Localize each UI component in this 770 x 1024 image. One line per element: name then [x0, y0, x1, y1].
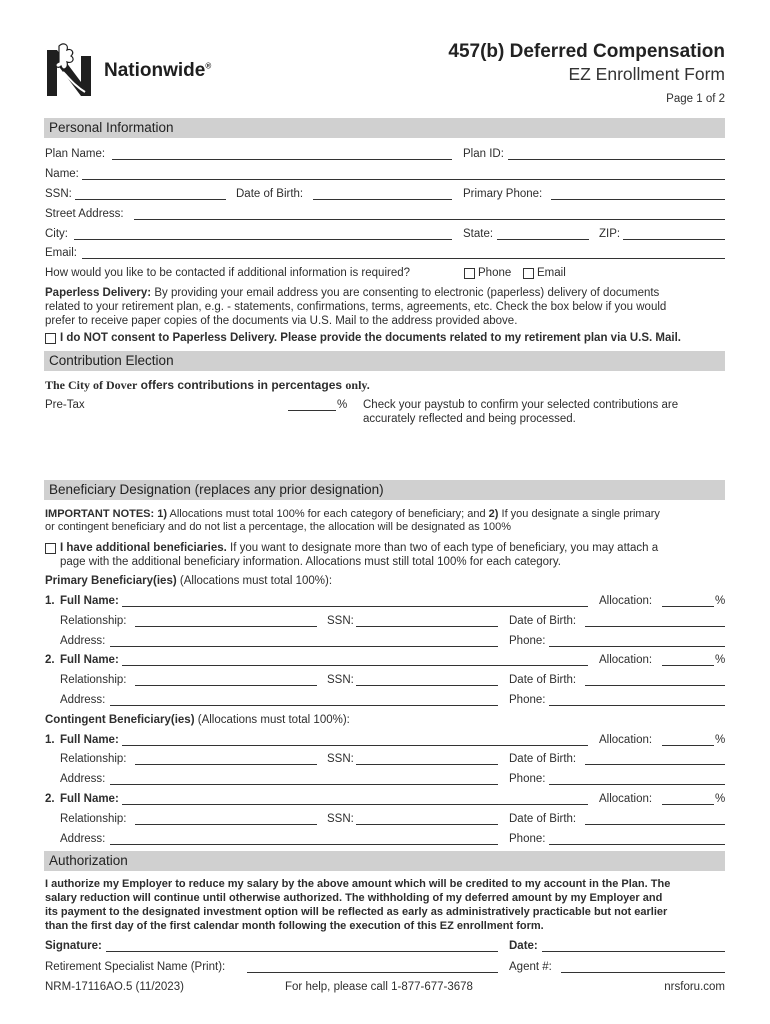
primary2-allocation-label: Allocation: [599, 654, 653, 666]
contingent1-dob-label: Date of Birth: [509, 753, 577, 765]
note-1-text: Allocations must total 100% for each category of beneficiary; and [169, 508, 486, 520]
contingent2-allocation-field[interactable] [662, 804, 714, 805]
agent-label: Agent #: [509, 961, 552, 973]
no-consent-checkbox[interactable] [45, 333, 56, 344]
street-field[interactable] [134, 219, 725, 220]
contingent1-relationship-label: Relationship: [60, 753, 127, 765]
state-label: State: [463, 228, 494, 240]
contingent2-ssn-label: SSN: [327, 813, 354, 825]
contingent1-relationship-field[interactable] [135, 764, 317, 765]
plan-name-label: Plan Name: [45, 148, 106, 160]
contingent1-address-label: Address: [60, 773, 106, 785]
form-subtitle: EZ Enrollment Form [568, 64, 725, 84]
primary2-address-field[interactable] [110, 705, 498, 706]
specialist-label: Retirement Specialist Name (Print): [45, 961, 226, 973]
primary2-address-label: Address: [60, 694, 106, 706]
brand-registered-mark: ® [205, 61, 212, 71]
personal-info-title: Personal Information [49, 120, 174, 135]
paperless-label: Paperless Delivery: [45, 287, 152, 299]
primary1-address-label: Address: [60, 635, 106, 647]
primary-phone-label: Primary Phone: [463, 188, 543, 200]
authorization-line3: its payment to the designated investment option will be reflected as early as administratively practicable but not earlier [45, 906, 668, 918]
city-field[interactable] [74, 239, 452, 240]
contingent2-dob-field[interactable] [585, 824, 725, 825]
employer-name: The City of Dover [45, 378, 138, 392]
primary1-dob-label: Date of Birth: [509, 615, 577, 627]
specialist-field[interactable] [247, 972, 498, 973]
contingent1-number: 1. [45, 734, 55, 746]
ssn-label: SSN: [45, 188, 72, 200]
form-id: NRM-17116AO.5 (11/2023) [45, 981, 184, 993]
signature-field[interactable] [106, 951, 498, 952]
note-1-marker: 1) [157, 508, 168, 520]
contingent1-phone-label: Phone: [509, 773, 546, 785]
primary1-name-label: Full Name: [60, 595, 119, 607]
authorization-line4: than the first day of the first calendar month following the execution of this EZ enrollment form. [45, 920, 544, 932]
pretax-percent-field[interactable] [288, 410, 336, 411]
primary1-address-field[interactable] [110, 646, 498, 647]
authorization-title: Authorization [49, 853, 128, 868]
dob-label: Date of Birth: [236, 188, 304, 200]
city-label: City: [45, 228, 68, 240]
primary2-relationship-label: Relationship: [60, 674, 127, 686]
paperless-line3: prefer to receive paper copies of the documents via U.S. Mail to the address provided above. [45, 315, 518, 327]
contingent1-allocation-field[interactable] [662, 745, 714, 746]
contingent1-pct: % [715, 734, 726, 746]
contact-phone-checkbox[interactable] [464, 268, 475, 279]
eagle-logo-icon [45, 42, 95, 98]
name-field[interactable] [82, 179, 725, 180]
primary2-allocation-field[interactable] [662, 665, 714, 666]
contingent1-name-field[interactable] [122, 745, 588, 746]
contact-phone-label: Phone [478, 267, 512, 279]
help-phone: For help, please call 1-877-677-3678 [285, 981, 473, 993]
notes-label: IMPORTANT NOTES: [45, 508, 155, 520]
contingent2-ssn-field[interactable] [356, 824, 498, 825]
beneficiary-title: Beneficiary Designation (replaces any prior designation) [49, 482, 384, 497]
additional-beneficiaries-desc: If you want to designate more than two of each type of beneficiary, you may attach a [230, 542, 659, 554]
form-title: 457(b) Deferred Compensation [448, 41, 725, 62]
state-field[interactable] [497, 239, 589, 240]
paystub-note-line2: accurately reflected and being processed. [363, 413, 576, 425]
primary2-ssn-label: SSN: [327, 674, 354, 686]
primary-phone-field[interactable] [551, 199, 725, 200]
contingent2-pct: % [715, 793, 726, 805]
contact-question: How would you like to be contacted if additional information is required? [45, 267, 411, 279]
beneficiary-header [44, 480, 725, 500]
primary1-relationship-label: Relationship: [60, 615, 127, 627]
agent-field[interactable] [561, 972, 725, 973]
paperless-line1: By providing your email address you are consenting to electronic (paperless) delivery of documents [154, 287, 660, 299]
authorization-header [44, 851, 725, 871]
ssn-field[interactable] [75, 199, 226, 200]
primary-label: Primary Beneficiary(ies) [45, 575, 177, 587]
primary-beneficiaries-heading [45, 574, 332, 588]
email-field[interactable] [82, 258, 725, 259]
street-label: Street Address: [45, 208, 124, 220]
contingent2-relationship-label: Relationship: [60, 813, 127, 825]
name-label: Name: [45, 168, 79, 180]
primary2-phone-field[interactable] [549, 705, 725, 706]
primary2-pct: % [715, 654, 726, 666]
offers-statement [45, 378, 370, 392]
contingent2-address-field[interactable] [110, 844, 498, 845]
dob-field[interactable] [313, 199, 452, 200]
zip-label: ZIP: [599, 228, 621, 240]
contingent1-name-label: Full Name: [60, 734, 119, 746]
primary1-ssn-label: SSN: [327, 615, 354, 627]
contingent1-dob-field[interactable] [585, 764, 725, 765]
primary-note: (Allocations must total 100%): [179, 575, 333, 587]
primary1-allocation-field[interactable] [662, 606, 714, 607]
additional-beneficiaries-label: I have additional beneficiaries. [60, 542, 227, 554]
contact-email-label: Email [537, 267, 566, 279]
primary1-dob-field[interactable] [585, 626, 725, 627]
date-field[interactable] [542, 951, 725, 952]
signature-label: Signature: [45, 940, 102, 952]
paystub-note-line1: Check your paystub to confirm your selected contributions are [363, 399, 679, 411]
primary2-name-field[interactable] [122, 665, 588, 666]
plan-id-field[interactable] [508, 159, 725, 160]
note-2-marker: 2) [488, 508, 499, 520]
zip-field[interactable] [623, 239, 725, 240]
contribution-header [44, 351, 725, 371]
contingent1-allocation-label: Allocation: [599, 734, 653, 746]
additional-beneficiaries-line2: page with the additional beneficiary information. Allocations must still total 100% for each category. [60, 556, 561, 568]
contingent-label: Contingent Beneficiary(ies) [45, 714, 195, 726]
important-notes [45, 507, 660, 521]
offers-only: only. [345, 378, 370, 392]
contingent1-ssn-label: SSN: [327, 753, 354, 765]
contingent2-phone-field[interactable] [549, 844, 725, 845]
contingent2-address-label: Address: [60, 833, 106, 845]
contingent2-relationship-field[interactable] [135, 824, 317, 825]
contribution-title: Contribution Election [49, 353, 174, 368]
authorization-line1: I authorize my Employer to reduce my salary by the above amount which will be credited to my account in the Plan. The [45, 878, 671, 890]
primary1-relationship-field[interactable] [135, 626, 317, 627]
paperless-line2: related to your retirement plan, e.g. - statements, confirmations, terms, agreements, etc. Check the box below if you would [45, 301, 667, 313]
contact-email-checkbox[interactable] [523, 268, 534, 279]
plan-name-field[interactable] [112, 159, 452, 160]
primary2-dob-label: Date of Birth: [509, 674, 577, 686]
no-consent-label: I do NOT consent to Paperless Delivery. Please provide the documents related to my retirement plan via U.S. Mail. [60, 332, 681, 344]
note-2-text: If you designate a single primary [501, 508, 660, 520]
primary2-number: 2. [45, 654, 55, 666]
primary2-ssn-field[interactable] [356, 685, 498, 686]
personal-info-header [44, 118, 725, 138]
contingent2-number: 2. [45, 793, 55, 805]
offers-text: offers contributions in percentages [140, 378, 343, 392]
contingent1-phone-field[interactable] [549, 784, 725, 785]
pretax-percent-sign: % [337, 399, 348, 411]
primary1-pct: % [715, 595, 726, 607]
primary1-ssn-field[interactable] [356, 626, 498, 627]
contingent-note: (Allocations must total 100%): [197, 714, 350, 726]
contingent2-name-field[interactable] [122, 804, 588, 805]
primary2-name-label: Full Name: [60, 654, 119, 666]
contingent2-dob-label: Date of Birth: [509, 813, 577, 825]
contingent-beneficiaries-heading [45, 713, 350, 727]
brand-name: Nationwide [104, 60, 206, 81]
additional-beneficiaries-checkbox[interactable] [45, 543, 56, 554]
date-label: Date: [509, 940, 538, 952]
primary2-relationship-field[interactable] [135, 685, 317, 686]
primary2-dob-field[interactable] [585, 685, 725, 686]
primary1-name-field[interactable] [122, 606, 588, 607]
contingent1-ssn-field[interactable] [356, 764, 498, 765]
authorization-line2: salary reduction will continue until otherwise authorized. The withholding of my deferred amount by my Employer and [45, 892, 663, 904]
contingent1-address-field[interactable] [110, 784, 498, 785]
primary2-phone-label: Phone: [509, 694, 546, 706]
primary1-phone-label: Phone: [509, 635, 546, 647]
primary1-allocation-label: Allocation: [599, 595, 653, 607]
paperless-paragraph [45, 286, 659, 300]
primary1-number: 1. [45, 595, 55, 607]
contingent2-name-label: Full Name: [60, 793, 119, 805]
notes-line2: or contingent beneficiary and do not list a percentage, the allocation will be designated as 100% [45, 521, 511, 533]
contingent2-allocation-label: Allocation: [599, 793, 653, 805]
primary1-phone-field[interactable] [549, 646, 725, 647]
additional-beneficiaries-text [60, 541, 658, 555]
website-link[interactable]: nrsforu.com [664, 981, 725, 993]
page-number: Page 1 of 2 [666, 93, 725, 105]
plan-id-label: Plan ID: [463, 148, 504, 160]
email-label: Email: [45, 247, 77, 259]
contingent2-phone-label: Phone: [509, 833, 546, 845]
pretax-label: Pre-Tax [45, 399, 85, 411]
